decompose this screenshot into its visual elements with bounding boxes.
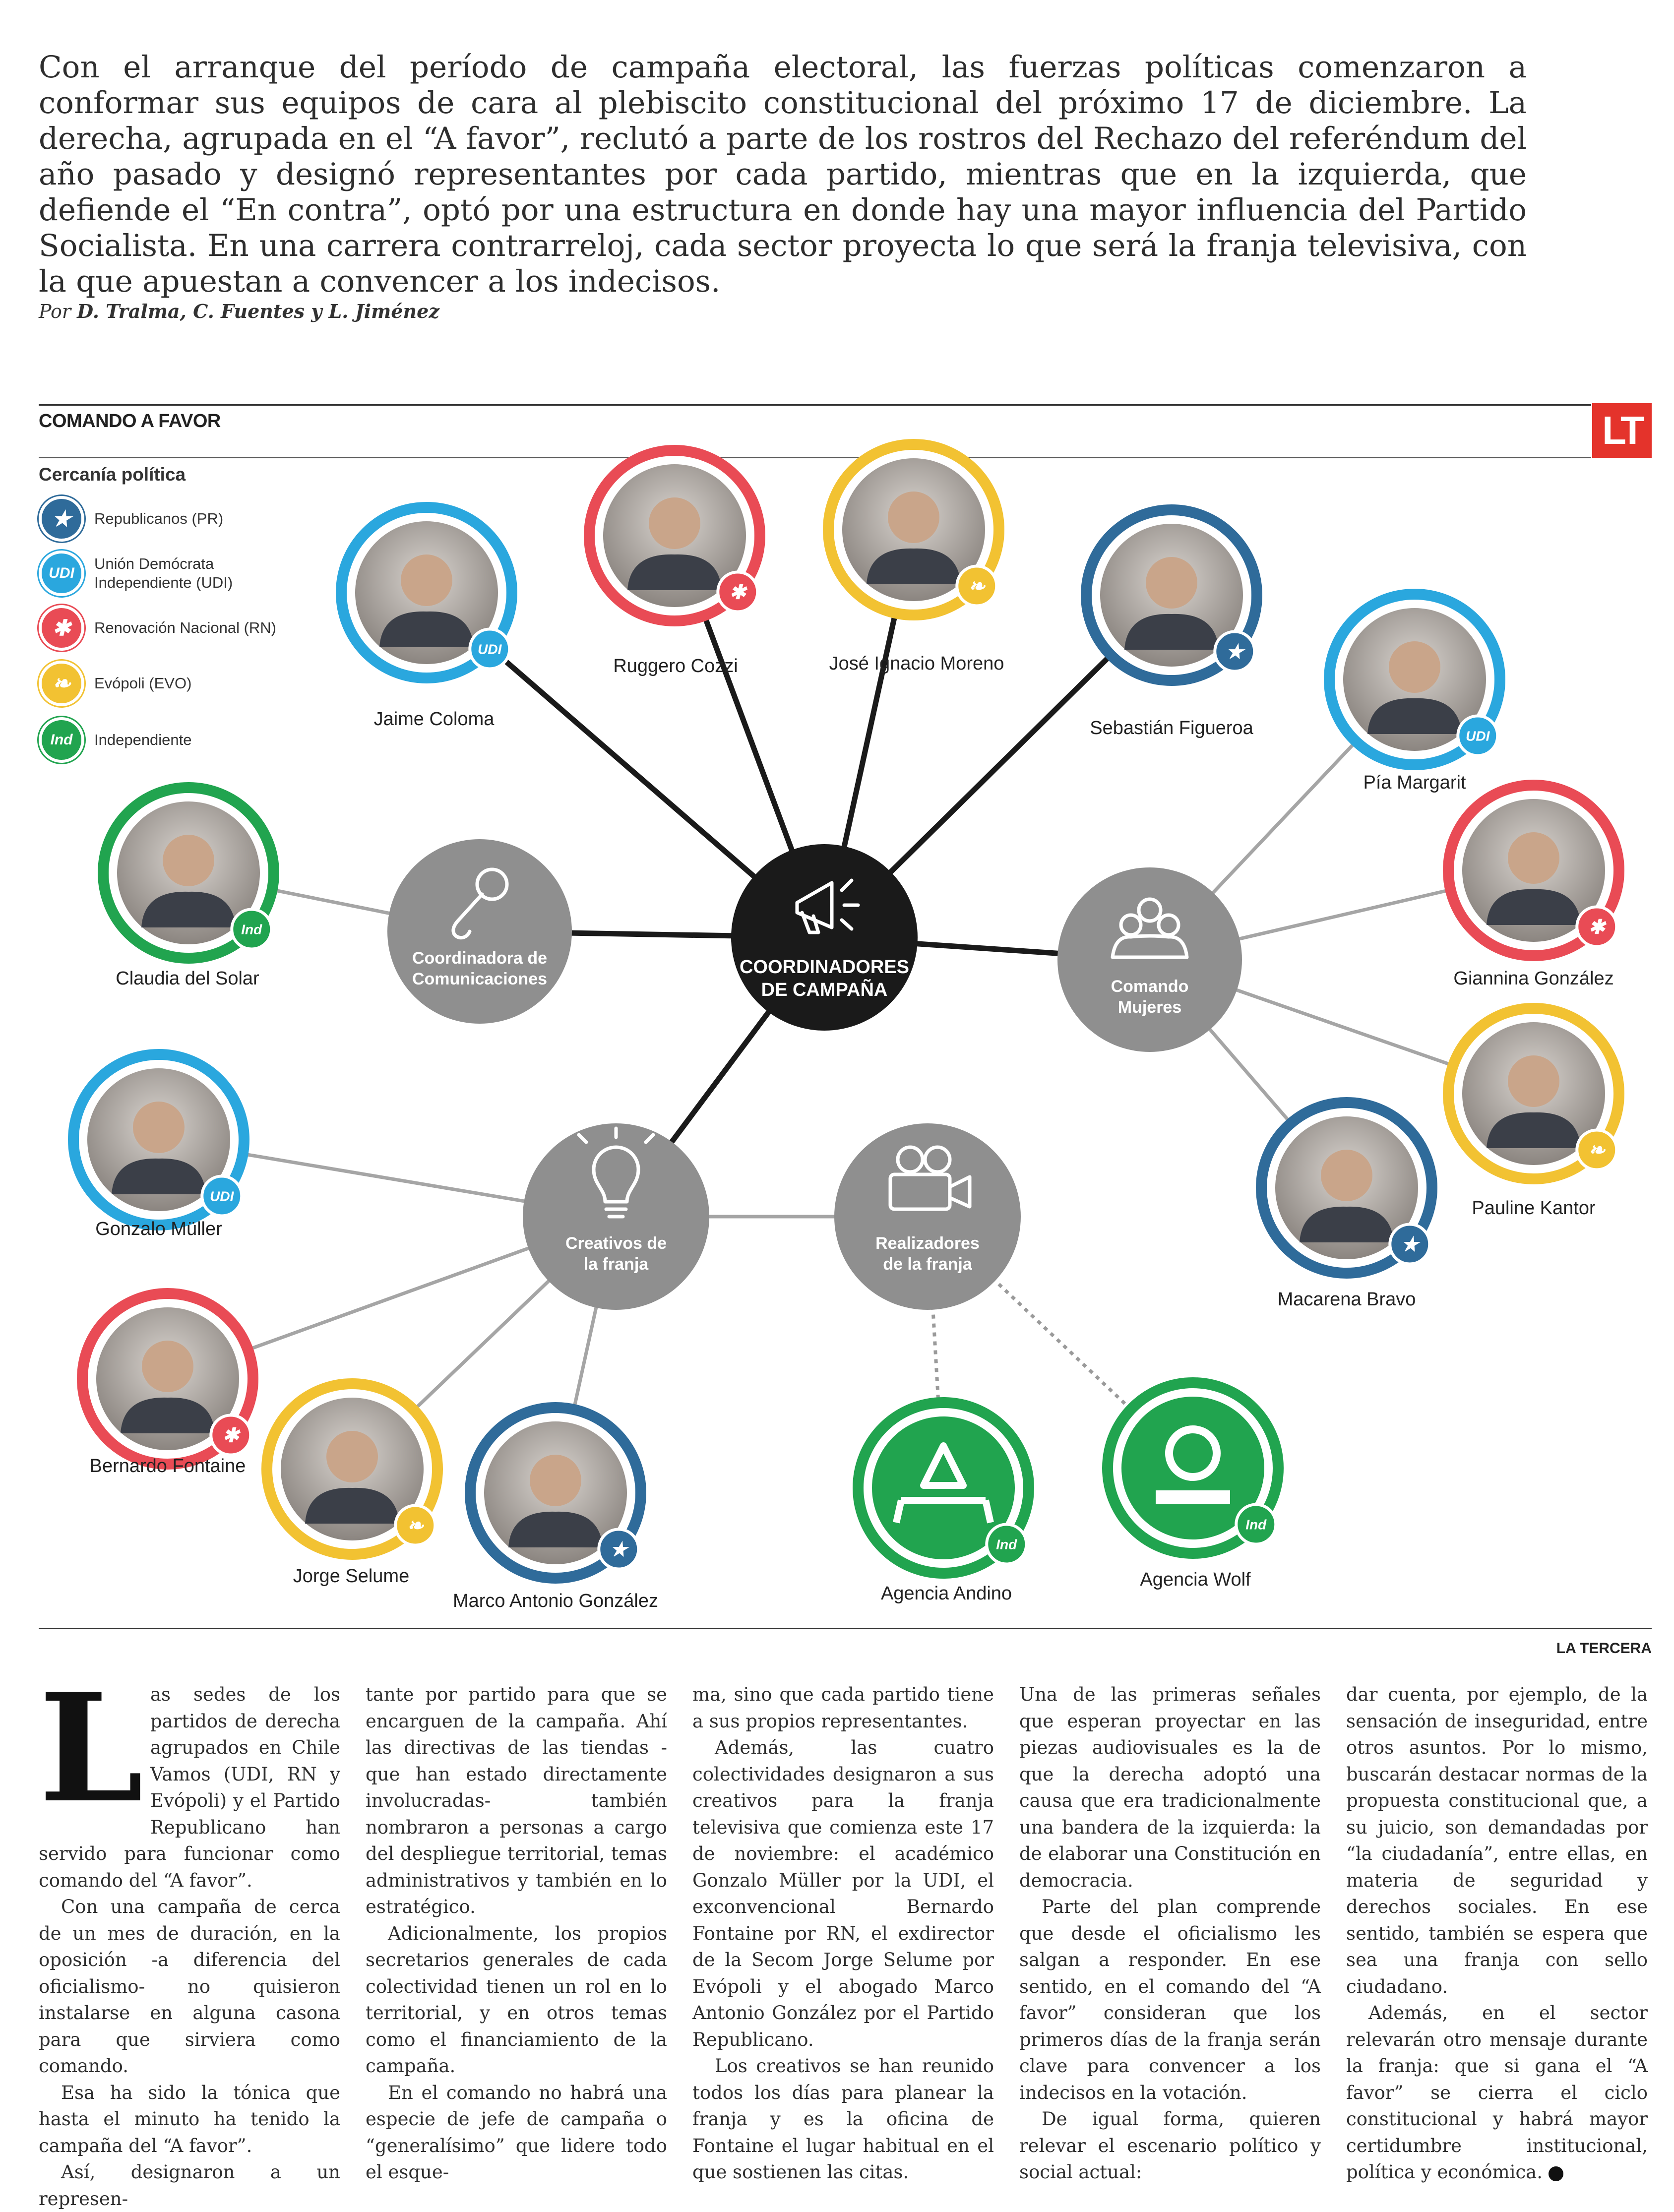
person-name: Macarena Bravo (1277, 1289, 1416, 1310)
person-andino (858, 1403, 1029, 1604)
la-tercera-logo: LT (1592, 403, 1652, 458)
person-bravo (1261, 1103, 1432, 1310)
intro-paragraph: Con el arranque del período de campaña electoral, las fuerzas políticas comenzaron a conformar sus equipos de cara al plebiscito constitucional del próximo 17 de diciembre. La derecha, agrupada en el “A favor”, reclutó a parte de los rostros del Rechazo del referéndum del año pasado y designó representantes por cada partido, mientras que en la izquierda, que defiende el “En contra”, optó por una estructura en donde hay una mayor influencia del Partido Socialista. En una carrera contrarreloj, cada sector proyecta lo que será la franja televisiva, con la que apuestan a convencer a los indecisos. (39, 50, 1527, 299)
credit-la-tercera: LA TERCERA (1556, 1640, 1652, 1657)
person-name: Marco Antonio González (452, 1591, 659, 1611)
article-paragraph: Esa ha sido la tónica que hasta el minuto ha tenido la campaña del “A favor”. (39, 2082, 340, 2156)
svg-text:★: ★ (1401, 1233, 1419, 1256)
hub-circle (731, 844, 918, 1031)
svg-text:✱: ✱ (1588, 916, 1606, 938)
person-name: Sebastián Figueroa (1090, 718, 1253, 738)
article-paragraph: tante por partido para que se encarguen de la campaña. Ahí las directivas de las tiendas -que han estado directamente involucradas- también nombraron a personas a cargo del despliegue territorial, temas administrativos y también en lo estratégico. (366, 1684, 667, 1917)
person-name: Agencia Wolf (1140, 1569, 1251, 1590)
party-badge-ind-icon (1236, 1505, 1276, 1544)
svg-text:UDI: UDI (478, 641, 502, 657)
hub-label-line1: Creativos de (565, 1234, 667, 1253)
drop-cap: L (39, 1660, 143, 1836)
person-name: José Ignacio Moreno (829, 653, 1004, 674)
hub-mujeres (1057, 867, 1242, 1052)
article-paragraph: dar cuenta, por ejemplo, de la sensación de inseguridad, entre otros asuntos. Por lo mismo, buscarán destacar normas de la propuesta constitucional que, a su juicio, son demandadas por “la ciudadanía”, entre ellas, en materia de seguridad y derechos sociales. En ese sentido, también se espera que sea una franja con sello ciudadano. (1346, 1684, 1648, 1997)
article-paragraph: as sedes de los partidos de derecha agrupados en Chile Vamos (UDI, RN y Evópoli) y el Partido Republicano han servido para funcionar como comando del “A favor”. (39, 1684, 340, 1891)
person-moreno (828, 444, 1004, 674)
person-figueroa (1086, 510, 1257, 738)
person-kantor (1448, 1008, 1619, 1219)
hub-label-line1: Coordinadora de (412, 949, 548, 968)
legend-label: Renovación Nacional (RN) (94, 619, 276, 636)
person-name: Agencia Andino (880, 1583, 1012, 1604)
party-badge-rn-icon (1577, 907, 1616, 947)
hub-nodes (387, 839, 1242, 1310)
party-badge-pr-icon (1215, 632, 1254, 672)
article-paragraph: ma, sino que cada partido tiene a sus propios representantes. (692, 1684, 994, 1732)
person-name: Gonzalo Müller (95, 1219, 222, 1239)
svg-text:❧: ❧ (407, 1515, 424, 1537)
hub-circle (1057, 867, 1242, 1052)
byline-authors: D. Tralma, C. Fuentes y L. Jiménez (77, 300, 439, 322)
party-badge-pr-icon (1390, 1225, 1429, 1264)
person-gonzalez_g (1448, 785, 1619, 989)
diagram-bottom-rule (39, 1628, 1652, 1629)
person-fontaine (82, 1293, 253, 1476)
person-muller (73, 1054, 244, 1239)
person-margarit (1329, 594, 1500, 793)
svg-text:UDI: UDI (1466, 728, 1490, 744)
person-name: Giannina González (1453, 968, 1614, 989)
article-paragraph: En el comando no habrá una especie de jefe de campaña o “generalísimo” que lidere todo el esque- (366, 2082, 667, 2183)
person-name: Bernardo Fontaine (89, 1456, 246, 1476)
svg-text:Ind: Ind (241, 922, 262, 937)
party-badge-icon: Ind (39, 717, 84, 763)
article-paragraph: Una de las primeras señales que esperan proyectar en las piezas audiovisuales es la de que la derecha adoptó una causa que era tradicionalmente una bandera de la izquierda: la de elaborar una Constitución en democracia. (1019, 1684, 1321, 1891)
legend-label: Republicanos (PR) (94, 510, 224, 527)
party-badge-evo-icon (1577, 1130, 1616, 1170)
article-paragraph: Los creativos se han reunido todos los días para planear la franja y es la oficina de Fontaine el lugar habitual en el que sostienen las citas. (692, 2055, 994, 2183)
legend-label: Unión Demócrata Independiente (UDI) (94, 555, 233, 591)
article-column-4 (1019, 1681, 1321, 2186)
hub-label-line2: la franja (583, 1255, 649, 1274)
article-paragraph: Adicionalmente, los propios secretarios generales de cada colectividad tienen un rol en lo territorial, y en otros temas como el financiamiento de la campaña. (366, 1922, 667, 2077)
article-column-5 (1346, 1681, 1648, 2186)
hub-label-line1: COORDINADORES (739, 957, 910, 978)
party-badge-evo-icon (395, 1506, 435, 1545)
hub-label-line2: de la franja (883, 1255, 972, 1274)
person-delsolar (103, 788, 274, 989)
party-badge-evo-icon (957, 566, 996, 606)
person-name: Pía Margarit (1363, 772, 1466, 793)
person-name: Claudia del Solar (116, 968, 259, 989)
section-title: COMANDO A FAVOR (39, 411, 221, 431)
byline-prefix: Por (39, 301, 71, 322)
svg-text:★: ★ (610, 1538, 628, 1561)
legend-title: Cercanía política (39, 464, 186, 485)
article-paragraph: Así, designaron a un represen- (39, 2161, 340, 2210)
party-badge-icon: ★ (39, 496, 84, 542)
svg-text:✱: ✱ (729, 581, 746, 604)
article-paragraph (1346, 2000, 1648, 2186)
article-paragraph-text: Además, en el sector relevarán otro mensaje durante la franja: que si gana el “A favor” se cierra el ciclo constitucional y habrá mayor certidumbre institucional, política y económica. (1346, 2002, 1648, 2183)
party-badge-icon: ❧ (39, 661, 84, 706)
hub-label-line2: DE CAMPAÑA (761, 980, 888, 1000)
article-column-2 (366, 1681, 667, 2186)
hub-circle (387, 839, 572, 1024)
person-name: Jorge Selume (293, 1566, 410, 1587)
party-badge-rn-icon (211, 1415, 250, 1455)
svg-text:❧: ❧ (1588, 1139, 1606, 1162)
party-badge-rn-icon (718, 572, 757, 612)
hub-label-line1: Comando (1111, 977, 1189, 996)
article-column-1 (39, 1660, 340, 2212)
article-column-3 (692, 1681, 994, 2186)
article-paragraph: Además, las cuatro colectividades designaron a sus creativos para la franja televisiva que comienza este 17 de noviembre: el académico Gonzalo Müller por la UDI, el exconvencional Bernardo Fontaine por RN, el exdirector de la Secom Jorge Selume por Evópoli y el abogado Marco Antonio González por el Partido Republicano. (692, 1737, 994, 2050)
hub-comunicaciones (387, 839, 572, 1024)
hub-label-line2: Mujeres (1117, 998, 1182, 1017)
hub-label-line2: Comunicaciones (412, 970, 548, 988)
svg-text:✱: ✱ (222, 1424, 240, 1447)
person-name: Pauline Kantor (1472, 1198, 1596, 1219)
legend-label: Evópoli (EVO) (94, 675, 192, 692)
person-cozzi (589, 450, 760, 676)
article-paragraph: Con una campaña de cerca de un mes de duración, en la oposición -a diferencia del oficialismo- no quisieron instalarse en alguna casona para que sirviera como comando. (39, 1896, 340, 2077)
hub-realizadores (834, 1123, 1021, 1310)
hub-center (731, 844, 918, 1031)
article-paragraph: De igual forma, quieren relevar el escenario político y social actual: (1019, 2108, 1321, 2183)
party-badge-udi-icon (1458, 716, 1497, 756)
legend-label: Independiente (94, 731, 192, 748)
svg-text:Ind: Ind (996, 1536, 1017, 1552)
party-badge-icon: ✱ (39, 605, 84, 651)
party-badge-ind-icon (232, 910, 271, 949)
person-wolf (1108, 1383, 1278, 1590)
hub-label-line1: Realizadores (875, 1234, 980, 1253)
hub-creativos (523, 1123, 709, 1310)
svg-text:★: ★ (1226, 641, 1244, 663)
svg-text:UDI: UDI (210, 1188, 234, 1204)
svg-text:Ind: Ind (1245, 1517, 1267, 1533)
party-badge-icon: UDI (39, 551, 84, 596)
svg-text:❧: ❧ (968, 575, 986, 598)
party-badge-udi-icon (470, 629, 509, 669)
person-gonzalez_ma (453, 1408, 658, 1611)
person-selume (267, 1384, 437, 1587)
party-badge-pr-icon (599, 1530, 638, 1569)
person-coloma (341, 507, 512, 730)
party-badge-udi-icon (202, 1176, 242, 1216)
party-badge-ind-icon (987, 1525, 1026, 1564)
end-mark-icon (1549, 2166, 1563, 2181)
person-name: Jaime Coloma (373, 709, 495, 730)
person-name: Ruggero Cozzi (613, 656, 738, 676)
article-paragraph: Parte del plan comprende que desde el oficialismo les salgan a responder. En ese sentido, en el comando del “A favor” consideran que los primeros días de la franja serán clave para convencer a los indecisos en la votación. (1019, 1896, 1321, 2103)
